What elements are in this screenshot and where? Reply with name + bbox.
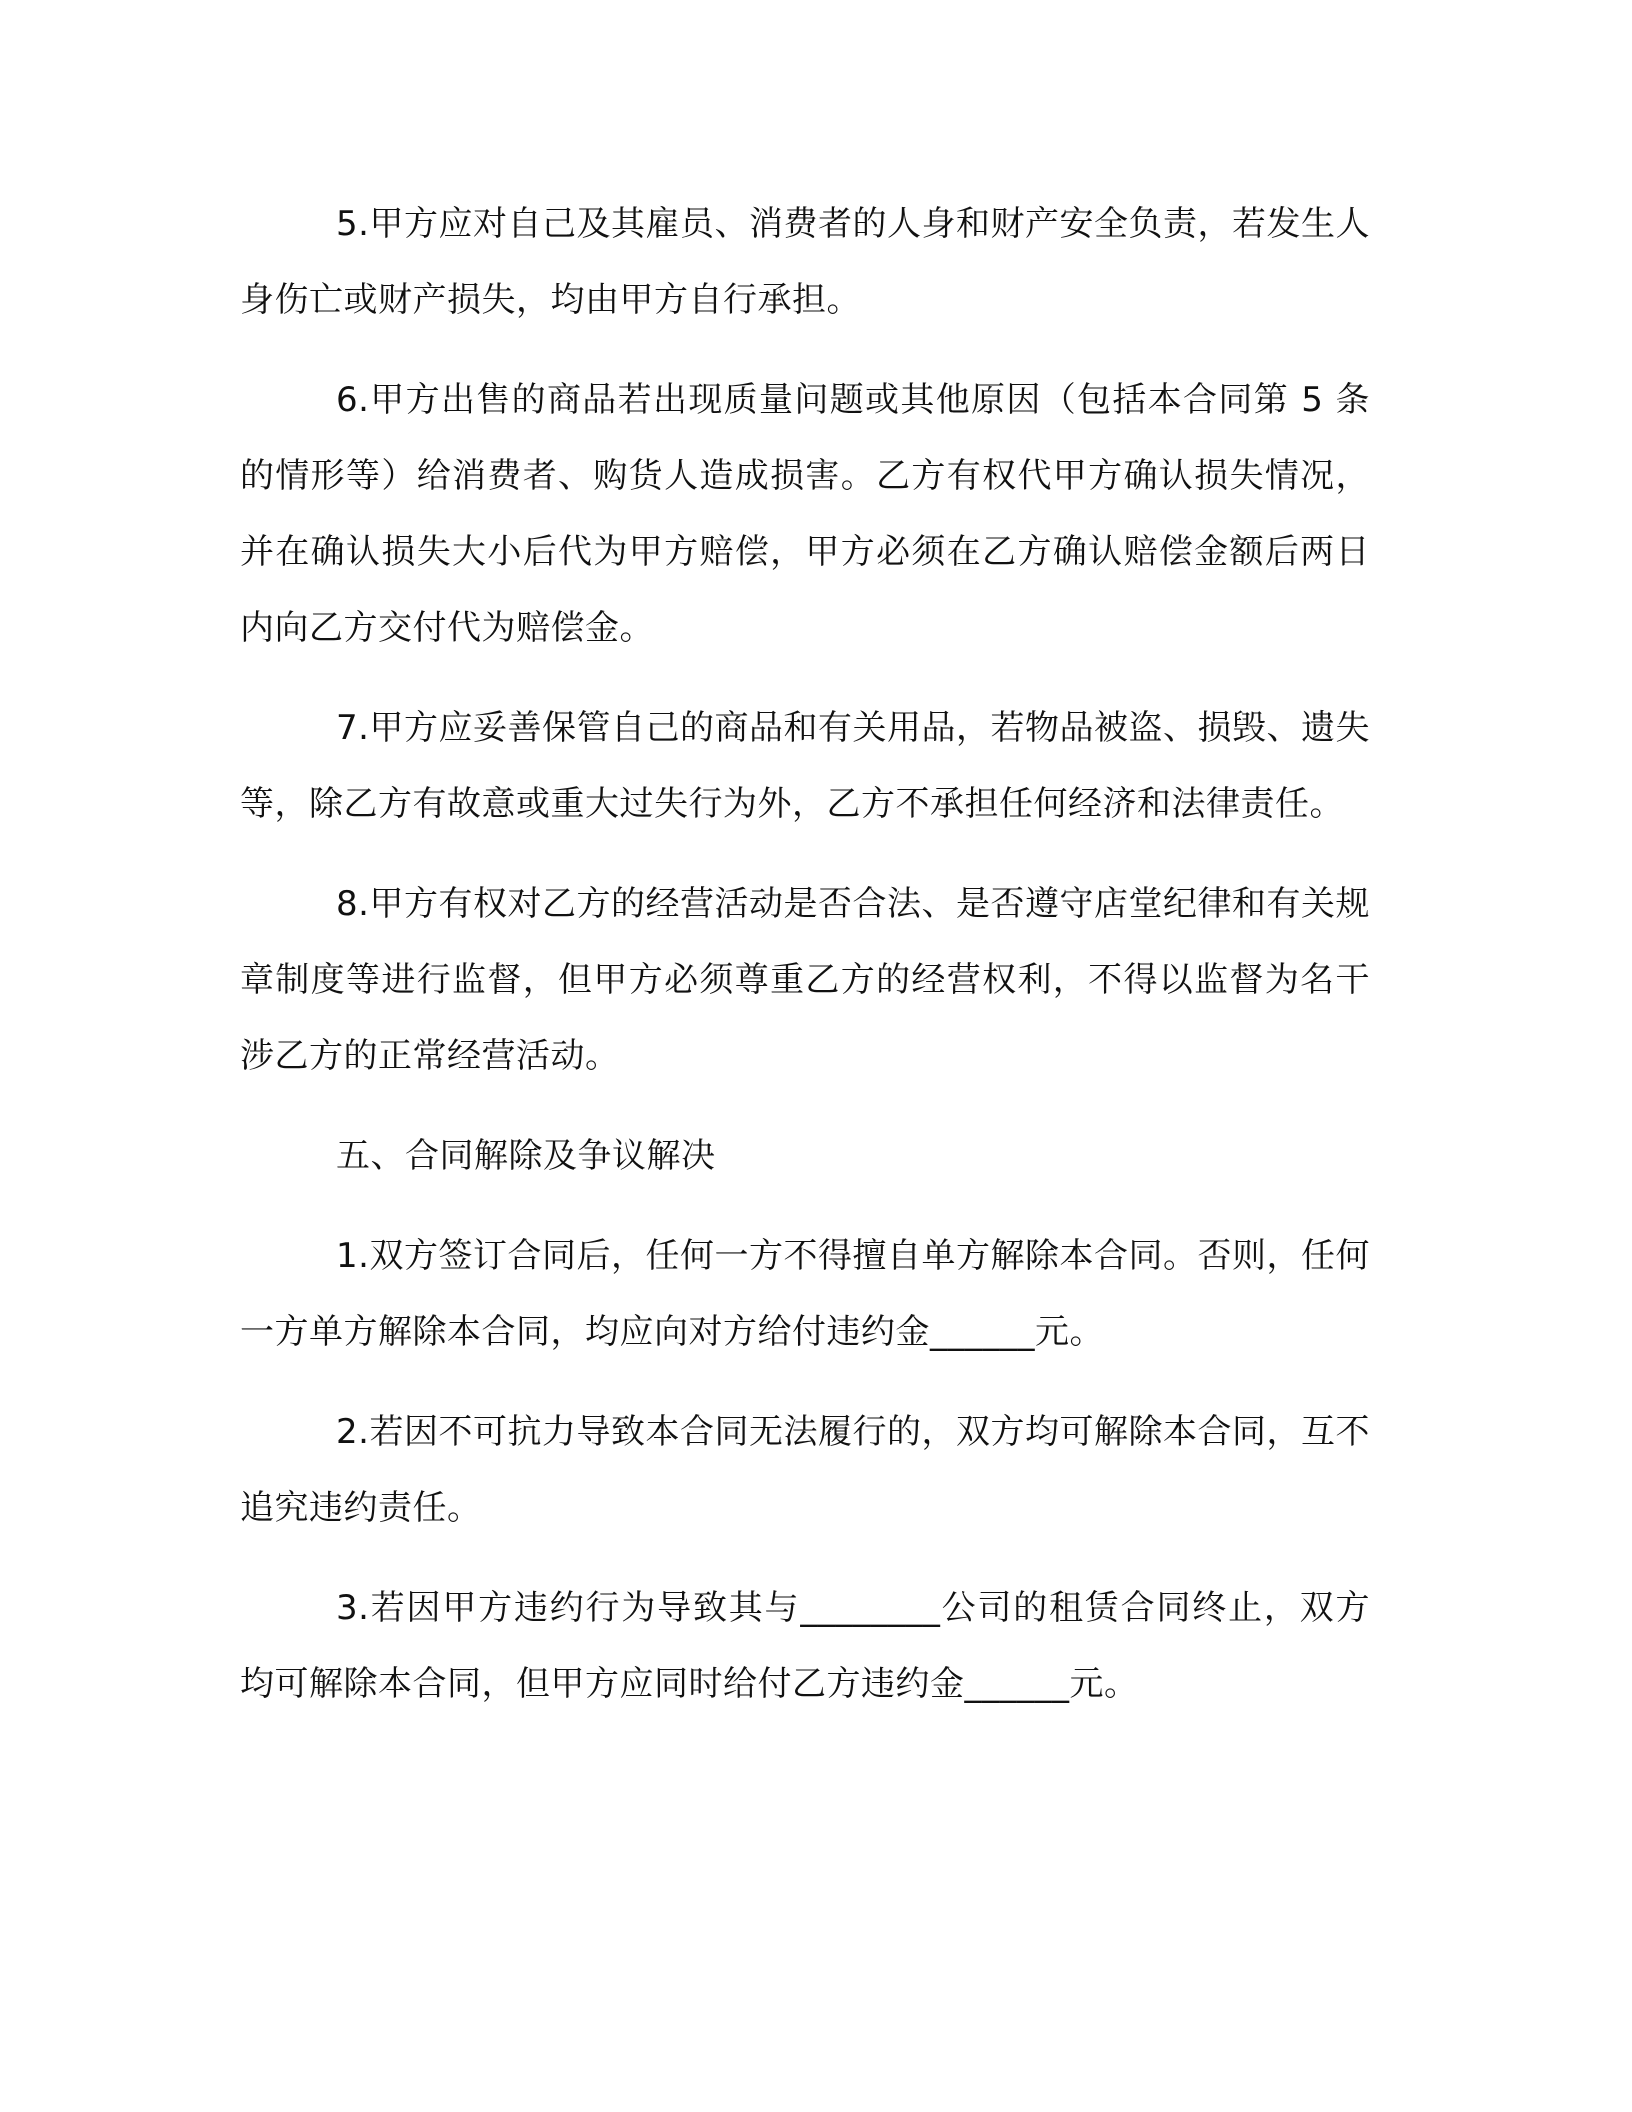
clause-paragraph: 1.双方签订合同后，任何一方不得擅自单方解除本合同。否则，任何一方单方解除本合同，均应向对方给付违约金______元。: [240, 1236, 1370, 1352]
section-heading: 五、合同解除及争议解决: [336, 1136, 716, 1176]
clause-paragraph: 7.甲方应妥善保管自己的商品和有关用品，若物品被盗、损毁、遗失等，除乙方有故意或重大过失行为外，乙方不承担任何经济和法律责任。: [240, 708, 1370, 824]
clause-paragraph: 3.若因甲方违约行为导致其与________公司的租赁合同终止，双方均可解除本合同，但甲方应同时给付乙方违约金______元。: [240, 1588, 1370, 1704]
document-body: [240, 186, 1370, 1746]
clause-paragraph: 5.甲方应对自己及其雇员、消费者的人身和财产安全负责，若发生人身伤亡或财产损失，均由甲方自行承担。: [240, 204, 1370, 320]
clause-paragraph: 2.若因不可抗力导致本合同无法履行的，双方均可解除本合同，互不追究违约责任。: [240, 1412, 1370, 1528]
clause-paragraph: 8.甲方有权对乙方的经营活动是否合法、是否遵守店堂纪律和有关规章制度等进行监督，但甲方必须尊重乙方的经营权利，不得以监督为名干涉乙方的正常经营活动。: [240, 884, 1370, 1076]
clause-paragraph: 6.甲方出售的商品若出现质量问题或其他原因（包括本合同第 5 条的情形等）给消费者、购货人造成损害。乙方有权代甲方确认损失情况，并在确认损失大小后代为甲方赔偿，甲方必须在乙方确认赔偿金额后两日内向乙方交付代为赔偿金。: [240, 380, 1370, 648]
